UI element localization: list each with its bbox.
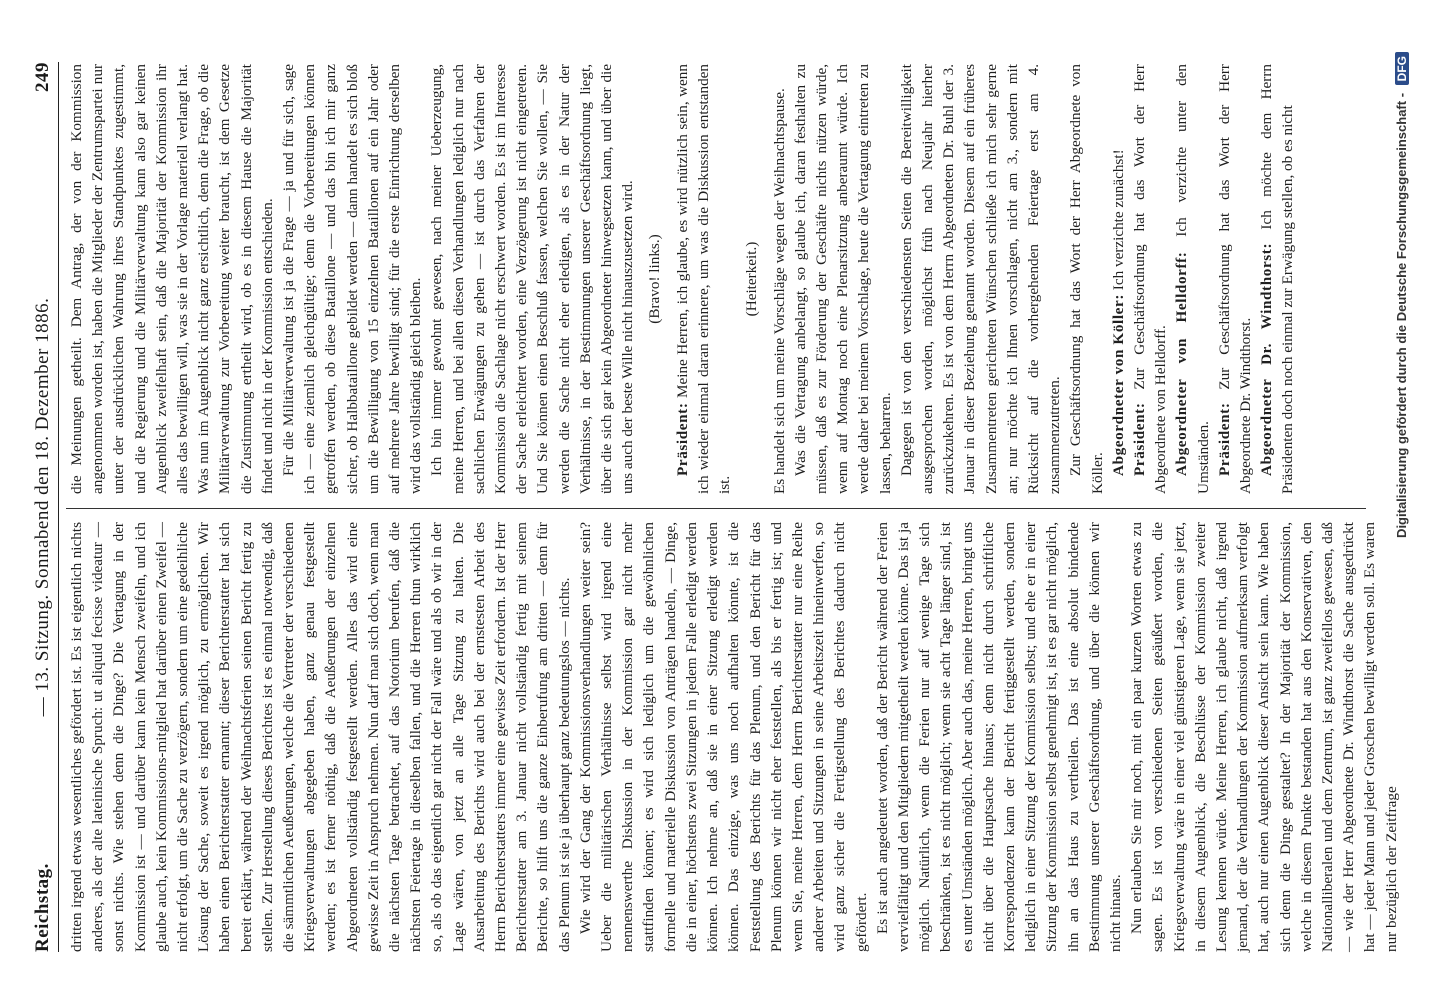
right-paragraph: Für die Militärverwaltung ist ja die Frage — ja und für sich, sage ich — eine ziemlich gleichgültige; denn die Vorbereitungen können getroffen werden, ob diese Bataillone — und das bin ich mir ganz sicher, ob Halbbataillone gebildet werden — dann handelt es sich bloß um die Bewilligung von 15 einzelnen Bataillonen auf ein Jahr oder auf mehrere Jahre bewilligt sind; für die erste Einrichtung derselben wird das vollständig gleich bleiben. — [280, 64, 425, 494]
left-paragraph: dritten irgend etwas wesentliches gefördert ist. Es ist eigentlich nichts anderes, als der alte lateinische Spruch: ut aliquid fecisse videatur — sonst nichts. Wie stehen denn die Dinge? Die Vertagung in der Kommission ist — und darüber kann kein Mensch zweifeln, und ich glaube auch, kein Kommissions-mitglied hat darüber einen Zweifel — nicht erfolgt, um die Sache zu verzögern, sondern um eine gedeihliche Lösung der Sache, soweit es irgend möglich, zu ermöglichen. Wir haben einen Berichterstatter ernannt; dieser Berichterstatter hat sich bereit erklärt, während der Weihnachtsferien seinen Bericht fertig zu stellen. Zur Herstellung dieses Berichtes ist es einmal notwendig, daß die sämmtlichen Aeußerungen, welche die Vertreter der verschiedenen Kriegsverwaltungen abgegeben haben, ganz genau festgestellt werden; es ist ferner nöthig, daß die Aeußerungen der einzelnen Abgeordneten vollständig festgestellt werden. Alles das wird eine gewisse Zeit in Anspruch nehmen. Nun darf man sich doch, wenn man die nächsten Tage betrachtet, auf das Notorium berufen, daß die nächsten Feiertage in dieselben fallen, und die Herren thun wirklich so, als ob das eigentlich gar nicht der Fall wäre und als ob wir in der Lage wären, von jetzt an alle Tage Sitzung zu halten. Die Ausarbeitung des Berichts wird auch bei der ernstesten Arbeit des Herrn Berichterstatters immer eine gewisse Zeit erfordern. Ist der Herr Berichterstatter am 3. Januar nicht vollständig fertig mit seinem Berichte, so hilft uns die ganze Einberufung am dritten — denn für das Plenum ist sie ja überhaupt ganz bedeutungslos — nichts. — [68, 522, 573, 952]
speaker-paragraph — [1214, 64, 1256, 494]
left-paragraph: Wie wird der Gang der Kommissionsverhandlungen weiter sein? Ueber die militärischen Verhältnisse selbst wird irgend eine nennenswerthe Diskussion in der Kommission gar nicht mehr stattfinden können; es wird sich lediglich um die gewöhnlichen formelle und materielle Diskussion von Anträgen handeln, — Dinge, die in einer, höchstens zwei Sitzungen in jedem Falle erledigt werden können. Ich nehme an, daß sie in einer Sitzung erledigt werden können. Das einzige, was uns noch aufhalten könnte, ist die Feststellung des Berichts für das Plenum, und den Bericht für das Plenum können wir nicht eher feststellen, als bis er fertig ist; und wenn Sie, meine Herren, dem Herrn Berichterstatter nur eine Reihe anderer Arbeiten und Sitzungen in seine Arbeitszeit hineinwerfen, so wird ganz sicher die Fertigstellung des Berichtes dadurch nicht gefördert. — [576, 522, 870, 952]
right-paragraph: die Meinungen getheilt. Dem Antrag, der von der Kommission angenommen worden ist, haben die Mitglieder der Zentrumspartei nur unter der ausdrücklichen Wahrung ihres Standpunktes zugestimmt, und die Regierung und die Militärverwaltung kann also gar keinen Augenblick zweifelhaft sein, daß die Majorität der Kommission ihr alles das bewilligen will, was sie in der Vorlage materiell verlangt hat. Was nun im Augenblick nicht ganz ersichtlich, denn die Frage, ob die Militärverwaltung zur Vorbereitung weiter braucht, ist dem Gesetze die Zustimmung ertheilt wird, ob es in diesem Hause die Majorität findet und nicht in der Kommission entschieden. — [68, 64, 276, 494]
speaker-name: Abgeordneter Dr. Windthorst: — [1258, 242, 1276, 476]
left-paragraph: Es ist auch angedeutet worden, daß der Bericht während der Ferien vervielfältigt und den Mitgliedern mitgetheilt werden könne. Das ist ja möglich. Natürlich, wenn die Ferien nur auf wenige Tage sich beschränken, ist es nicht möglich; wenn sie acht Tage länger sind, ist es unter Umständen möglich. Aber auch das, meine Herren, bringt uns nicht über die Hauptsache hinaus; denn nicht durch schriftliche Korrespondenzen kann der Bericht fertiggestellt werden, sondern lediglich in einer Sitzung der Kommission selbst; und ehe er in einer Sitzung der Kommission selbst genehmigt ist, ist es gar nicht möglich, ihn an das Haus zu vertheilen. Das ist eine absolut bindende Bestimmung unserer Geschäftsordnung, und über die können wir nicht hinaus. — [873, 522, 1124, 952]
right-paragraph: Dagegen ist von den verschiedensten Seiten die Bereitwilligkeit ausgesprochen worden, möglichst früh nach Neujahr hierher zurückzukehren. Es ist von dem Herrn Abgeordneten Dr. Buhl der 3. Januar in dieser Beziehung genannt worden. Diesem auf ein früheres Zusammentreten gerichteten Wünschen schließe ich mich sehr gerne an; nur möchte ich Ihnen vorschlagen, nicht am 3., sondern mit Rücksicht auf die vorhergehenden Feiertage erst am 4. zusammenzutreten. — [897, 64, 1064, 494]
speech-text: Zur Geschäftsordnung hat das Wort der Herr Abgeordnete Dr. Windthorst. — [1215, 64, 1254, 494]
digitization-footer — [1394, 52, 1409, 952]
speaker-name: Abgeordneter von Köller: — [1109, 294, 1127, 476]
speech-text: Zur Geschäftsordnung hat das Wort der Herr Abgeordnete von Helldorff. — [1130, 64, 1170, 494]
speaker-paragraph — [1256, 64, 1298, 494]
speech-text: Ich möchte dem Herrn Präsidenten doch noch einmal zur Erwägung stellen, ob es nicht — [1258, 63, 1297, 494]
left-column — [66, 522, 1400, 952]
speech-text: Ich verzichte zunächst! — [1109, 149, 1127, 291]
speaker-paragraph — [1108, 64, 1129, 494]
column-divider — [66, 508, 1366, 509]
header-left: Reichstag. — [32, 863, 53, 952]
right-column — [66, 64, 1376, 494]
right-paragraph: Es handelt sich um meine Vorschläge wegen der Weihnachtspause. — [770, 88, 788, 494]
speech-text: Meine Herren, ich glaube, es wird nützlich sein, wenn ich wieder einmal daran erinnere, um was die Diskussion entstanden ist. — [673, 64, 734, 494]
right-paragraph: Was die Vertagung anbelangt, so glaube ich, daran festhalten zu müssen, daß es zur Förderung der Geschäfte nichts nützen würde, wenn auf Montag noch eine Plenarsitzung anberaumt würde. Ich werde daher bei meinem Vorschlage, heute die Vertagung eintreten zu lassen, beharren. — [791, 64, 894, 494]
right-paragraph: Zur Geschäftsordnung hat das Wort der Herr Abgeordnete von Köller. — [1067, 64, 1106, 494]
speaker-paragraph — [1129, 64, 1171, 494]
page-header — [30, 62, 59, 952]
speaker-paragraph — [1171, 64, 1213, 494]
page-number: 249 — [32, 62, 53, 92]
speaker-name: Präsident: — [1130, 402, 1148, 476]
left-paragraph: Nun erlauben Sie mir noch, mit ein paar kurzen Worten etwas zu sagen. Es ist von verschiedenen Seiten geäußert worden, die Kriegsverwaltung wäre in einer viel günstigeren Lage, wenn sie jetzt, in diesem Augenblick, die Beschlüsse der Kommission zweiter Lesung kennen würde. Meine Herren, ich glaube nicht, daß irgend jemand, der die Verhandlungen der Kommission aufmerksam verfolgt hat, auch nur einen Augenblick dieser Ansicht sein kann. Wie haben sich denn die Dinge gestaltet? In der Majorität der Kommission, welche in diesem Punkte bestanden hat aus den Konservativen, den Nationalliberalen und dem Zentrum, ist ganz zweifellos gewesen, daß — wie der Herr Abgeordnete Dr. Windthorst die Sache ausgedrückt hat — jeder Mann und jeder Groschen bewilligt werden soll. Es waren nur bezüglich der Zeitfrage — [1128, 522, 1400, 952]
right-paragraph: Ich bin immer gewohnt gewesen, nach meiner Ueberzeugung, meine Herren, und bei allen diesen Verhandlungen lediglich nur nach sachlichen Erwägungen zu gehen — ist durch das Verfahren der Kommission die Sachlage nicht erschwert worden. Es ist im Interesse der Sache erleichtert worden, eine Verzögerung ist nicht eingetreten. Und Sie können einen Beschluß fassen, welchen Sie wollen, — Sie werden die Sache nicht eher erledigen, als es in der Natur der Verhältnisse, in der Bestimmungen unserer Geschäftsordnung liegt, über die sich gar kein Abgeordneter hinwegsetzen kann, und über die uns auch der beste Wille nicht hinauszusetzen wird. — [428, 64, 637, 494]
speech-text: Ich verzichte unter den Umständen. — [1173, 64, 1212, 494]
speaker-paragraph — [672, 64, 736, 494]
header-title: — 13. Sitzung. Sonnabend den 18. Dezember 1886. — [32, 297, 53, 717]
speaker-name: Präsident: — [1215, 402, 1233, 476]
stage-direction: (Bravo! links.) — [646, 234, 664, 324]
stage-direction: (Heiterkeit.) — [743, 241, 761, 317]
footer-text: Digitalisierung gefördert durch die Deutsche Forschungsgemeinschaft - — [1394, 92, 1409, 538]
dfg-badge: DFG — [1395, 52, 1409, 85]
speaker-name: Präsident: — [673, 402, 691, 476]
speaker-name: Abgeordneter von Helldorff: — [1173, 251, 1191, 476]
